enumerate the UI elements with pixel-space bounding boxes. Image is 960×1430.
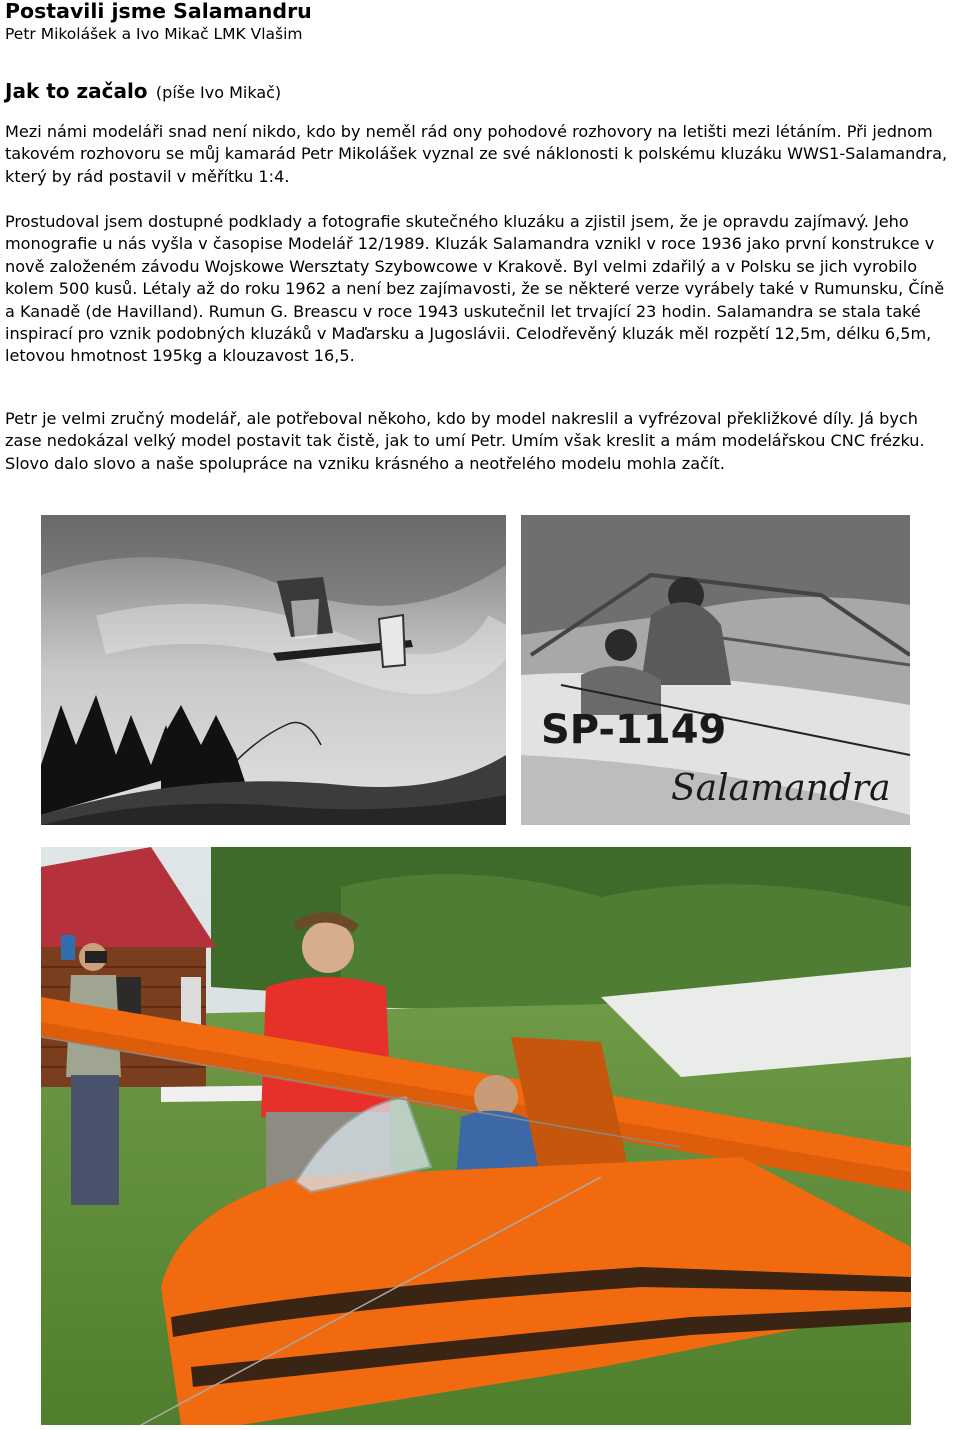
section-heading-note: (píše Ivo Mikač) bbox=[155, 83, 282, 102]
photo-orange-model-glider bbox=[41, 847, 911, 1425]
photo-glider-in-flight bbox=[41, 515, 506, 825]
salamandra-script-marking: Salamandra bbox=[671, 768, 891, 809]
section-heading-title: Jak to začalo bbox=[5, 79, 148, 103]
section-heading bbox=[5, 78, 281, 105]
paragraph-collaboration: Petr je velmi zručný modelář, ale potřeboval někoho, kdo by model nakreslil a vyfrézoval překližkové díly. Já bych zase nedokázal velký model postavit tak čistě, jak to umí Petr. Umím však kreslit a mám modelářskou CNC frézku. Slovo dalo slovo a naše spolupráce na vzniku krásného a neotřelého modelu mohla začít. bbox=[5, 409, 925, 473]
paragraph-intro: Mezi námi modeláři snad není nikdo, kdo by neměl rád ony pohodové rozhovory na letišti mezi létáním. Při jednom takovém rozhovoru se můj kamarád Petr Mikolášek vyznal ze své náklonosti k polskému kluzáku WWS1-Salamandra, který by rád postavil v měřítku 1:4. bbox=[5, 122, 948, 186]
article-title: Postavili jsme Salamandru bbox=[5, 0, 312, 23]
person-photographer bbox=[66, 943, 121, 1205]
registration-marking: SP-1149 bbox=[541, 707, 727, 753]
article-authors: Petr Mikolášek a Ivo Mikač LMK Vlašim bbox=[5, 25, 303, 43]
paragraph-history: Prostudoval jsem dostupné podklady a fotografie skutečného kluzáku a zjistil jsem, že je opravdu zajímavý. Jeho monografie u nás vyšla v časopise Modelář 12/1989. Kluzák Salamandra vznikl v roce 1936 jako první konstrukce v nově založeném závodu Wojskowe Wersztaty Szybowcowe v Krakově. Byl velmi zdařilý a v Polsku se jich vyrobilo kolem 500 kusů. Létaly až do roku 1962 a není bez zajímavosti, že se některé verze vyrábely také v Rumunsku, Číně a Kanadě (de Havilland). Rumun G. Breascu v roce 1943 uskutečnil let trvající 23 hodin. Salamandra se stala také inspirací pro vznik podobných kluzáků v Maďarsku a Jugoslávii. Celodřevěný kluzák měl rozpětí 12,5m, délku 6,5m, letovou hmotnost 195kg a klouzavost 16,5. bbox=[5, 212, 945, 366]
photo-historic-cockpit bbox=[521, 515, 910, 825]
